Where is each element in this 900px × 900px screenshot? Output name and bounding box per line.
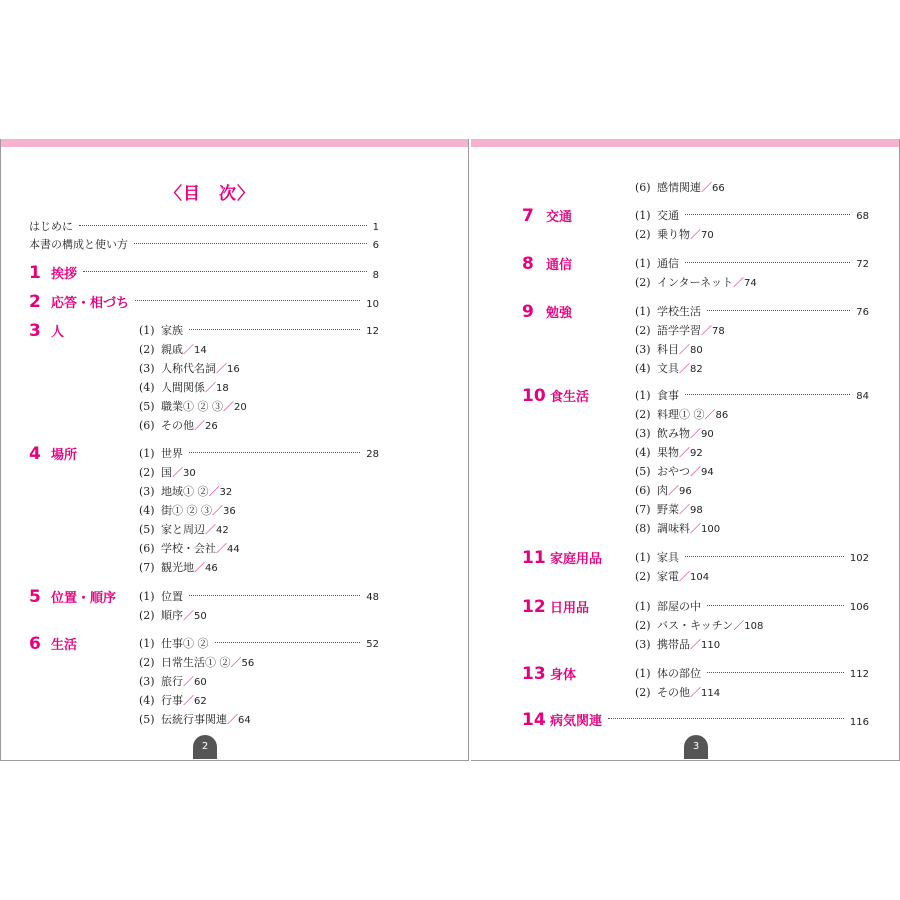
dot-leader [608,718,844,719]
subsection-page: 60 [194,677,207,688]
subsection-entry [139,607,381,625]
subsection-entry [635,598,871,616]
subsection-label: 交通 [657,209,679,222]
entry-page: 1 [372,222,379,233]
subsection-entry [139,635,381,653]
subsection-entry [635,617,871,635]
chapter-heading [29,292,381,312]
subsection-label: 日常生活① ② [161,656,231,669]
slash-separator: ／ [216,542,227,555]
subsection-entry [635,255,871,273]
subsection-entry [635,444,871,462]
subsection-page: 56 [241,658,255,669]
slash-separator: ／ [227,713,238,726]
subsection-label: 部屋の中 [657,600,701,613]
subsection-index: (2) [635,570,651,583]
subsection-page: 16 [227,364,240,375]
subsection-index: (1) [139,324,155,337]
subsection-label: 携帯品 [657,638,690,651]
subsection-label: 果物 [657,446,679,459]
subsection-entry [139,417,381,435]
subsection-page: 78 [712,326,725,337]
slash-separator: ／ [205,523,216,536]
slash-separator: ／ [679,570,690,583]
subsection-label: 行事 [161,694,183,707]
subsection-index: (1) [139,637,155,650]
subsection-entry [139,502,381,520]
subsection-index: (7) [139,561,155,574]
chapter-name: 家庭用品 [550,552,603,567]
left-page [0,139,469,761]
chapter-name: 人 [51,325,65,340]
subsection-index: (2) [635,276,651,289]
subsection-index: (5) [139,523,155,536]
chapter-name: 位置・順序 [51,591,117,606]
subsection-page: 66 [712,183,725,194]
subsection-entry [635,406,871,424]
dot-leader [134,243,367,244]
subsection-index: (2) [635,324,651,337]
page-number-tab: 3 [684,735,708,759]
subsection-label: バス・キッチン [657,619,734,632]
subsection-index: (2) [139,466,155,479]
subsection-label: 家電 [657,570,679,583]
subsection-page: 114 [701,688,721,699]
entry-label: はじめに [29,220,73,233]
subsection-label: 飲み物 [657,427,690,440]
slash-separator: ／ [679,503,690,516]
dot-leader [685,394,850,395]
subsection-index: (6) [635,484,651,497]
subsection-entry [139,341,381,359]
subsection-label: 世界 [161,447,183,460]
subsection-page: 42 [216,525,229,536]
subsection-page: 76 [856,307,869,318]
dot-leader [135,300,360,301]
dot-leader [685,262,850,263]
subsection-label: 旅行 [161,675,183,688]
chapter-number: 10 [522,386,546,406]
subsection-label: 体の部位 [657,667,701,680]
subsection-index: (3) [635,427,651,440]
subsection-entry [635,665,871,683]
pink-header-band [1,139,468,147]
subsection-index: (4) [139,381,155,394]
subsection-label: インターネット [657,276,734,289]
subsection-label: 親戚 [161,343,183,356]
subsection-label: 家具 [657,551,679,564]
chapter-heading [29,263,381,283]
dot-leader [685,556,844,557]
chapter-number: 13 [522,664,546,684]
subsection-index: (8) [635,522,651,535]
subsection-entry [635,568,871,586]
subsection-index: (2) [139,343,155,356]
subsection-page: 100 [701,524,721,535]
subsection-label: 家と周辺 [161,523,205,536]
subsection-label: 学校・会社 [161,542,216,555]
subsection-entry [635,322,871,340]
subsection-label: 乗り物 [657,228,690,241]
slash-separator: ／ [679,362,690,375]
subsection-page: 98 [690,505,703,516]
subsection-index: (5) [139,400,155,413]
subsection-page: 108 [744,621,764,632]
toc-entry [29,218,381,236]
subsection-label: 仕事① ② [161,637,209,650]
subsection-label: 伝統行事関連 [161,713,227,726]
subsection-index: (1) [139,447,155,460]
subsection-page: 94 [701,467,714,478]
slash-separator: ／ [194,561,205,574]
subsection-page: 86 [715,410,729,421]
chapter-heading [522,206,572,226]
subsection-entry [635,520,871,538]
chapter-number: 2 [29,292,41,312]
subsection-entry [635,360,871,378]
slash-separator: ／ [701,324,712,337]
subsection-page: 92 [690,448,703,459]
subsection-label: 家族 [161,324,183,337]
chapter-heading [522,664,576,684]
chapter-name: 日用品 [550,601,590,616]
subsection-index: (1) [635,257,651,270]
subsection-index: (2) [635,408,651,421]
subsection-index: (3) [139,362,155,375]
subsection-label: 野菜 [657,503,679,516]
chapter-number: 12 [522,597,546,617]
slash-separator: ／ [690,686,701,699]
chapter-number: 3 [29,321,41,341]
dot-leader [685,214,850,215]
subsection-page: 62 [194,696,207,707]
slash-separator: ／ [679,343,690,356]
subsection-entry [139,445,381,463]
entry-label: 本書の構成と使い方 [29,238,128,251]
subsection-page: 32 [219,487,233,498]
subsection-page: 50 [194,611,207,622]
subsection-page: 80 [690,345,703,356]
subsection-entry [139,559,381,577]
slash-separator: ／ [679,446,690,459]
slash-separator: ／ [733,276,745,289]
subsection-entry [139,360,381,378]
subsection-label: 人称代名詞 [161,362,216,375]
chapter-page: 8 [372,270,379,281]
subsection-index: (1) [635,209,651,222]
subsection-page: 20 [234,402,247,413]
slash-separator: ／ [230,656,242,669]
subsection-entry [139,521,381,539]
chapter-number: 1 [29,263,41,283]
subsection-index: (1) [635,389,651,402]
chapter-number: 8 [522,254,534,274]
subsection-entry [139,673,381,691]
subsection-entry [139,654,381,672]
chapter-heading [522,386,589,406]
chapter-name: 生活 [51,638,78,653]
subsection-entry [635,341,871,359]
subsection-label: 順序 [161,609,183,622]
slash-separator: ／ [701,181,712,194]
subsection-index: (1) [139,590,155,603]
subsection-index: (3) [635,638,651,651]
subsection-page: 64 [238,715,251,726]
subsection-entry [139,322,381,340]
slash-separator: ／ [183,609,194,622]
subsection-page: 110 [701,640,721,651]
chapter-name: 病気関連 [550,714,603,729]
slash-separator: ／ [704,408,716,421]
slash-separator: ／ [690,427,701,440]
dot-leader [79,225,367,226]
chapter-name: 挨拶 [51,267,78,282]
subsection-entry [635,501,871,519]
subsection-index: (6) [139,542,155,555]
subsection-page: 18 [216,383,229,394]
subsection-page: 106 [849,602,869,613]
dot-leader [707,310,850,311]
chapter-number: 7 [522,206,534,226]
subsection-index: (5) [635,465,651,478]
subsection-page: 48 [366,592,379,603]
subsection-index: (7) [635,503,651,516]
toc-entry [29,236,381,254]
subsection-entry [139,588,381,606]
subsection-label: 語学学習 [657,324,701,337]
subsection-index: (1) [635,305,651,318]
dot-leader [189,452,360,453]
subsection-page: 104 [690,572,710,583]
subsection-index: (2) [635,228,651,241]
subsection-index: (3) [139,485,155,498]
chapter-name: 勉強 [546,306,573,321]
slash-separator: ／ [223,400,234,413]
slash-separator: ／ [690,522,701,535]
subsection-entry [635,549,871,567]
subsection-entry [635,684,871,702]
dot-leader [707,672,844,673]
dot-leader [215,642,361,643]
chapter-name: 場所 [51,448,78,463]
chapter-heading [522,548,602,568]
dot-leader [707,605,844,606]
subsection-page: 12 [366,326,379,337]
subsection-label: 観光地 [161,561,194,574]
chapter-number: 14 [522,710,546,730]
dot-leader [83,271,367,272]
subsection-page: 14 [194,345,207,356]
subsection-label: 職業① ② ③ [161,400,223,413]
subsection-entry [635,387,871,405]
subsection-page: 28 [366,449,379,460]
subsection-label: 学校生活 [657,305,701,318]
subsection-page: 44 [227,544,240,555]
subsection-page: 112 [849,669,869,680]
subsection-label: その他 [657,686,690,699]
subsection-index: (1) [635,667,651,680]
pink-header-band [471,139,899,147]
subsection-page: 26 [205,421,218,432]
subsection-page: 96 [679,486,692,497]
subsection-entry [139,464,381,482]
chapter-page: 10 [366,299,379,310]
subsection-label: 通信 [657,257,679,270]
subsection-index: (6) [635,181,651,194]
subsection-entry [139,483,381,501]
subsection-label: 食事 [657,389,679,402]
subsection-label: 国 [161,466,172,479]
subsection-index: (5) [139,713,155,726]
subsection-entry [635,463,871,481]
slash-separator: ／ [733,619,745,632]
dot-leader [189,595,360,596]
subsection-page: 70 [701,230,714,241]
subsection-label: 人間関係 [161,381,205,394]
subsection-label: 街① ② ③ [161,504,212,517]
slash-separator: ／ [205,381,216,394]
right-page [471,139,900,761]
subsection-entry [635,425,871,443]
chapter-number: 9 [522,302,534,322]
chapter-heading [522,302,572,322]
subsection-page: 90 [701,429,714,440]
subsection-index: (3) [139,675,155,688]
subsection-entry [635,226,871,244]
subsection-label: 調味料 [657,522,690,535]
subsection-entry [635,636,871,654]
subsection-index: (6) [139,419,155,432]
chapter-heading [522,710,871,730]
subsection-page: 68 [856,211,869,222]
subsection-entry [139,540,381,558]
subsection-entry [635,179,871,197]
subsection-label: 肉 [657,484,668,497]
chapter-name: 交通 [546,210,573,225]
chapter-heading [29,587,116,607]
subsection-index: (2) [635,686,651,699]
subsection-index: (4) [635,362,651,375]
subsection-page: 30 [183,468,196,479]
subsection-label: 位置 [161,590,183,603]
chapter-page: 116 [849,717,869,728]
slash-separator: ／ [690,465,701,478]
subsection-entry [635,482,871,500]
chapter-number: 4 [29,444,41,464]
subsection-index: (3) [635,343,651,356]
subsection-index: (1) [635,600,651,613]
slash-separator: ／ [216,362,227,375]
page-number-tab: 2 [193,735,217,759]
slash-separator: ／ [208,485,220,498]
subsection-index: (4) [139,504,155,517]
subsection-page: 46 [205,563,218,574]
subsection-entry [635,274,871,292]
subsection-index: (4) [139,694,155,707]
subsection-label: おやつ [657,465,690,478]
slash-separator: ／ [212,504,223,517]
subsection-entry [139,692,381,710]
subsection-entry [139,379,381,397]
subsection-page: 74 [744,278,757,289]
subsection-page: 36 [223,506,236,517]
subsection-index: (2) [139,656,155,669]
slash-separator: ／ [172,466,183,479]
slash-separator: ／ [183,343,194,356]
subsection-entry [139,711,381,729]
toc-title: 〈目 次〉 [165,184,255,204]
entry-page: 6 [372,240,379,251]
chapter-name: 食生活 [550,390,590,405]
slash-separator: ／ [183,694,194,707]
subsection-entry [139,398,381,416]
subsection-index: (1) [635,551,651,564]
chapter-number: 6 [29,634,41,654]
chapter-heading [29,321,64,341]
subsection-label: 文具 [657,362,679,375]
slash-separator: ／ [690,638,701,651]
chapter-name: 通信 [546,258,573,273]
book-spread [0,139,900,761]
subsection-label: 地域① ② [161,485,209,498]
chapter-heading [29,634,77,654]
subsection-label: 感情関連 [657,181,701,194]
chapter-name: 応答・相づち [51,296,130,311]
subsection-page: 84 [856,391,869,402]
slash-separator: ／ [183,675,194,688]
subsection-index: (4) [635,446,651,459]
subsection-index: (2) [635,619,651,632]
dot-leader [189,329,360,330]
subsection-page: 72 [856,259,869,270]
subsection-label: 科目 [657,343,679,356]
subsection-index: (2) [139,609,155,622]
subsection-label: 料理① ② [657,408,705,421]
chapter-number: 11 [522,548,546,568]
chapter-heading [522,254,572,274]
chapter-name: 身体 [550,668,577,683]
chapter-heading [522,597,589,617]
subsection-entry [635,207,871,225]
subsection-page: 52 [366,639,379,650]
chapter-heading [29,444,77,464]
subsection-label: その他 [161,419,194,432]
slash-separator: ／ [668,484,679,497]
subsection-page: 82 [690,364,703,375]
subsection-page: 102 [849,553,869,564]
chapter-number: 5 [29,587,41,607]
slash-separator: ／ [690,228,701,241]
slash-separator: ／ [194,419,205,432]
subsection-entry [635,303,871,321]
